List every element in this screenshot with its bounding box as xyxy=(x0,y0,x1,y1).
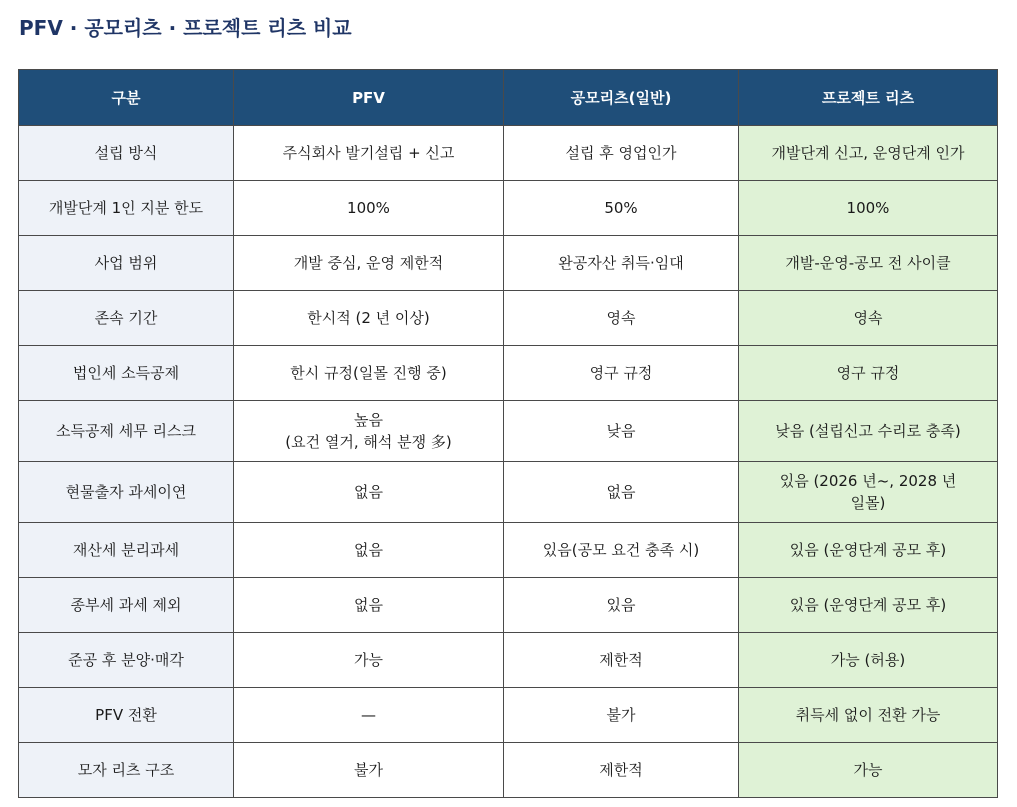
comparison-table xyxy=(18,69,998,798)
table-cell: 있음 (운영단계 공모 후) xyxy=(739,523,998,578)
table-cell: 50% xyxy=(504,181,739,236)
table-cell: 불가 xyxy=(234,743,504,798)
row-label: 사업 범위 xyxy=(19,236,234,291)
table-cell: 불가 xyxy=(504,688,739,743)
row-label: 재산세 분리과세 xyxy=(19,523,234,578)
table-cell: 제한적 xyxy=(504,743,739,798)
row-label: 설립 방식 xyxy=(19,126,234,181)
table-cell: 영구 규정 xyxy=(739,346,998,401)
table-row xyxy=(19,346,998,401)
table-cell: 개발 중심, 운영 제한적 xyxy=(234,236,504,291)
table-row xyxy=(19,401,998,462)
header-cell-category: 구분 xyxy=(19,70,234,126)
table-row xyxy=(19,688,998,743)
table-cell: 개발단계 신고, 운영단계 인가 xyxy=(739,126,998,181)
row-label: 종부세 과세 제외 xyxy=(19,578,234,633)
table-cell: 있음 xyxy=(504,578,739,633)
table-cell: 완공자산 취득·임대 xyxy=(504,236,739,291)
table-cell: 영구 규정 xyxy=(504,346,739,401)
table-cell: 주식회사 발기설립 + 신고 xyxy=(234,126,504,181)
table-cell: 영속 xyxy=(504,291,739,346)
table-row xyxy=(19,236,998,291)
table-cell: 가능 (허용) xyxy=(739,633,998,688)
table-cell: 높음 (요건 열거, 해석 분쟁 多) xyxy=(234,401,504,462)
table-row xyxy=(19,291,998,346)
row-label: 법인세 소득공제 xyxy=(19,346,234,401)
table-cell: 100% xyxy=(234,181,504,236)
table-cell: 낮음 xyxy=(504,401,739,462)
header-cell-public-reits: 공모리츠(일반) xyxy=(504,70,739,126)
table-cell: 없음 xyxy=(234,578,504,633)
table-cell: 없음 xyxy=(234,523,504,578)
table-cell: 가능 xyxy=(739,743,998,798)
table-cell: 가능 xyxy=(234,633,504,688)
table-row xyxy=(19,578,998,633)
table-row xyxy=(19,462,998,523)
table-cell: 개발-운영-공모 전 사이클 xyxy=(739,236,998,291)
table-row xyxy=(19,181,998,236)
row-label: 모자 리츠 구조 xyxy=(19,743,234,798)
table-row xyxy=(19,126,998,181)
table-cell: 영속 xyxy=(739,291,998,346)
table-cell: 한시 규정(일몰 진행 중) xyxy=(234,346,504,401)
table-cell: 한시적 (2 년 이상) xyxy=(234,291,504,346)
table-header-row xyxy=(19,70,998,126)
table-cell: 있음(공모 요건 충족 시) xyxy=(504,523,739,578)
table-cell: 낮음 (설립신고 수리로 충족) xyxy=(739,401,998,462)
table-cell: 없음 xyxy=(504,462,739,523)
table-cell: 제한적 xyxy=(504,633,739,688)
row-label: 현물출자 과세이연 xyxy=(19,462,234,523)
row-label: 개발단계 1인 지분 한도 xyxy=(19,181,234,236)
table-cell: — xyxy=(234,688,504,743)
page-title: PFV · 공모리츠 · 프로젝트 리츠 비교 xyxy=(19,16,352,40)
header-cell-project-reits: 프로젝트 리츠 xyxy=(739,70,998,126)
table-cell: 설립 후 영업인가 xyxy=(504,126,739,181)
table-cell: 있음 (2026 년~, 2028 년 일몰) xyxy=(739,462,998,523)
row-label: 존속 기간 xyxy=(19,291,234,346)
table-row xyxy=(19,633,998,688)
table-cell: 취득세 없이 전환 가능 xyxy=(739,688,998,743)
table-row xyxy=(19,743,998,798)
row-label: 준공 후 분양·매각 xyxy=(19,633,234,688)
row-label: PFV 전환 xyxy=(19,688,234,743)
table-cell: 있음 (운영단계 공모 후) xyxy=(739,578,998,633)
header-cell-pfv: PFV xyxy=(234,70,504,126)
row-label: 소득공제 세무 리스크 xyxy=(19,401,234,462)
table-row xyxy=(19,523,998,578)
table-cell: 없음 xyxy=(234,462,504,523)
table-cell: 100% xyxy=(739,181,998,236)
